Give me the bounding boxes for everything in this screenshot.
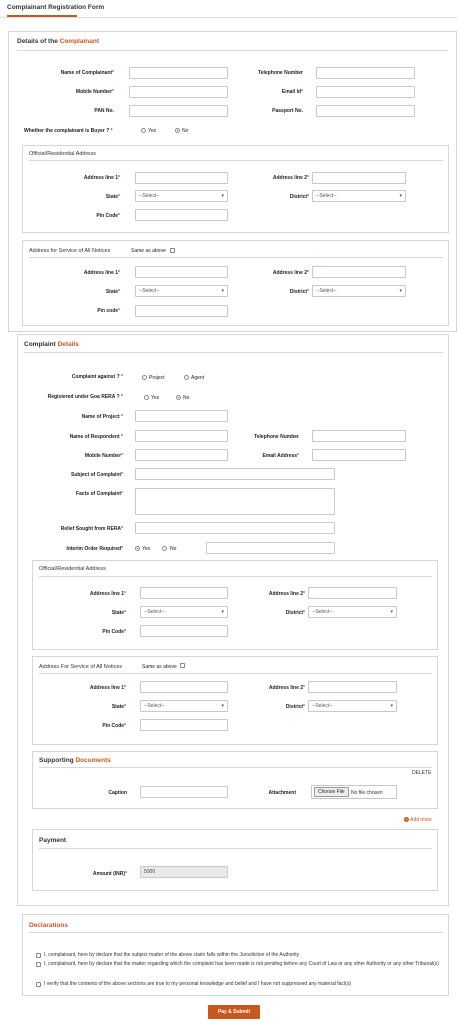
respondent-telephone-input[interactable] (312, 430, 406, 442)
telephone-number-input[interactable] (316, 67, 415, 79)
rera-yes-radio[interactable] (144, 395, 149, 400)
interim-yes-radio[interactable] (135, 546, 140, 551)
r-service-line1-input[interactable] (140, 681, 228, 693)
c-service-pin-input[interactable] (135, 305, 228, 317)
payment-rule (39, 848, 432, 849)
r-service-pin-input[interactable] (140, 719, 228, 731)
r-service-state-label: State* (111, 704, 126, 710)
declaration-checkbox-3[interactable] (36, 982, 41, 987)
respondent-name-label: Name of Respondent * (69, 434, 123, 440)
mobile-number-label: Mobile Number* (75, 89, 114, 95)
c-service-line2-label: Address line 2* (272, 270, 309, 276)
relief-label: Relief Sought from RERA* (60, 526, 123, 532)
respondent-official-address-title: Official/Residential Address (39, 566, 106, 572)
rera-yes-label: Yes (151, 395, 160, 401)
relief-input[interactable] (135, 522, 335, 534)
mobile-number-input[interactable] (129, 86, 228, 98)
declaration-checkbox-2[interactable] (36, 962, 41, 967)
r-official-pin-label: Pin Code* (102, 629, 126, 635)
facts-label: Facts of Complaint* (76, 491, 123, 497)
name-of-complainant-label: Name of Complainant* (60, 70, 114, 76)
c-official-pin-input[interactable] (135, 209, 228, 221)
project-name-label: Name of Project * (81, 414, 123, 420)
r-official-district-select[interactable]: --Select-- ▾ (308, 606, 397, 618)
c-service-district-select[interactable]: --Select-- ▾ (312, 285, 406, 297)
header-divider (0, 17, 457, 18)
supporting-documents-rule (39, 767, 432, 768)
c-official-state-select[interactable]: --Select-- ▾ (135, 190, 228, 202)
add-more-label: Add more (410, 817, 432, 823)
respondent-official-address-rule (39, 576, 432, 577)
declaration-text-3: I verify that the contents of the above sections are true to my personal knowledge and belief and I have not suppressed any material fact(s) (44, 981, 352, 987)
name-of-complainant-input[interactable] (129, 67, 228, 79)
telephone-number-label: Telephone Number (258, 70, 303, 76)
r-service-state-select[interactable]: --Select-- ▾ (140, 700, 228, 712)
complaint-details-title: Complaint Details (24, 341, 79, 348)
respondent-service-address-title: Address For Service of All Notices (39, 664, 123, 670)
respondent-official-address-panel (32, 560, 438, 650)
against-agent-label: Agent (191, 375, 205, 381)
rera-registered-label: Registered under Goa RERA ? * (47, 394, 123, 400)
form-title: Complainant Registration Form (7, 4, 105, 11)
c-service-state-label: State* (105, 289, 120, 295)
interim-order-label: Interim Order Required* (66, 546, 123, 552)
c-service-pin-label: Pin code* (97, 308, 120, 314)
r-official-line2-label: Address line 2* (268, 591, 305, 597)
interim-no-radio[interactable] (162, 546, 167, 551)
r-official-district-label: District* (285, 610, 305, 616)
buyer-question-label: Whether the complainant is Buyer ? * (24, 128, 113, 134)
c-official-line1-label: Address line 1* (83, 175, 120, 181)
r-official-line1-label: Address line 1* (89, 591, 126, 597)
against-project-radio[interactable] (142, 375, 147, 380)
pan-input[interactable] (129, 105, 228, 117)
subject-label: Subject of Complaint* (71, 472, 123, 478)
r-official-line2-input[interactable] (308, 587, 397, 599)
r-same-as-above-label: Same as above (142, 664, 177, 670)
email-id-label: Email Id* (281, 89, 303, 95)
c-official-pin-label: Pin Code* (96, 213, 120, 219)
r-same-as-above-checkbox[interactable] (180, 663, 185, 668)
rera-no-label: No (183, 395, 190, 401)
c-service-line1-label: Address line 1* (83, 270, 120, 276)
payment-title: Payment (39, 837, 67, 844)
passport-input[interactable] (316, 105, 415, 117)
complainant-official-address-title: Official/Residential Address (29, 151, 96, 157)
delete-button[interactable]: DELETE (412, 770, 432, 776)
c-official-line2-input[interactable] (312, 172, 406, 184)
r-service-district-label: District* (285, 704, 305, 710)
declaration-checkbox-1[interactable] (36, 953, 41, 958)
c-service-line2-input[interactable] (312, 266, 406, 278)
respondent-service-address-rule (39, 673, 432, 674)
add-more-link[interactable] (404, 817, 432, 823)
rera-no-radio[interactable] (176, 395, 181, 400)
c-official-district-select[interactable]: --Select-- ▾ (312, 190, 406, 202)
caption-label: Caption (108, 790, 127, 796)
interim-no-label: No (170, 546, 177, 552)
declaration-text-1: I, complainant, here by declare that the subject matter of the above claim falls within the Jurisdiction of the Authority (44, 952, 300, 958)
payment-panel (32, 829, 438, 891)
c-service-state-select[interactable]: --Select-- ▾ (135, 285, 228, 297)
against-project-label: Project (149, 375, 165, 381)
complainant-service-address-title: Address for Service of All Notices (29, 248, 111, 254)
complaint-against-label: Complaint against ? * (71, 374, 123, 380)
c-same-as-above-checkbox[interactable] (170, 248, 175, 253)
project-name-input[interactable] (135, 410, 228, 422)
c-official-line2-label: Address line 2* (272, 175, 309, 181)
complainant-title-rule (17, 50, 448, 51)
respondent-email-input[interactable] (312, 449, 406, 461)
supporting-documents-title: Supporting Documents (39, 757, 111, 764)
declarations-title: Declarations (29, 922, 69, 929)
respondent-telephone-label: Telephone Number (254, 434, 299, 440)
complainant-official-address-panel (22, 145, 449, 233)
facts-textarea[interactable] (135, 488, 335, 515)
amount-label: Amount (INR)* (92, 871, 127, 877)
pay-and-submit-button[interactable]: Pay & Submit (208, 1005, 260, 1019)
respondent-mobile-input[interactable] (135, 449, 228, 461)
c-service-line1-input[interactable] (135, 266, 228, 278)
buyer-yes-radio[interactable] (141, 128, 146, 133)
declaration-text-2: I, complainant, here by declare that the matter regarding which the complaint has been made is not pending before any Court of Law or any other Authority or any other Tribunal(s) (44, 961, 439, 967)
email-id-input[interactable] (316, 86, 415, 98)
interim-yes-label: Yes (142, 546, 151, 552)
choose-file-button[interactable]: Choose File (314, 787, 349, 797)
buyer-yes-label: Yes (148, 128, 157, 134)
r-official-pin-input[interactable] (140, 625, 228, 637)
r-official-state-label: State* (111, 610, 126, 616)
complainant-section-title: Details of the Complainant (17, 38, 99, 45)
respondent-name-input[interactable] (135, 430, 228, 442)
complainant-official-address-rule (29, 160, 443, 161)
c-same-as-above-label: Same as above (131, 248, 166, 254)
c-service-district-label: District* (289, 289, 309, 295)
pan-label: PAN No. (94, 108, 114, 114)
r-service-pin-label: Pin Code* (102, 723, 126, 729)
passport-label: Passport No. (272, 108, 303, 114)
buyer-no-label: No (182, 128, 189, 134)
against-agent-radio[interactable] (184, 375, 189, 380)
declarations-rule (29, 932, 443, 933)
plus-circle-icon: + (405, 817, 408, 823)
complainant-service-address-rule (29, 257, 443, 258)
no-file-chosen-text: No file chosen (351, 790, 383, 796)
amount-input: 5000 (140, 866, 228, 878)
c-official-state-label: State* (105, 194, 120, 200)
r-service-district-select[interactable]: --Select-- ▾ (308, 700, 397, 712)
subject-input[interactable] (135, 468, 335, 480)
c-official-line1-input[interactable] (135, 172, 228, 184)
buyer-no-radio[interactable] (175, 128, 180, 133)
r-service-line1-label: Address line 1* (89, 685, 126, 691)
respondent-mobile-label: Mobile Number* (84, 453, 123, 459)
c-official-district-label: District* (289, 194, 309, 200)
r-official-state-select[interactable]: --Select-- ▾ (140, 606, 228, 618)
caption-input[interactable] (140, 786, 228, 798)
r-service-line2-label: Address line 2* (268, 685, 305, 691)
r-official-line1-input[interactable] (140, 587, 228, 599)
r-service-line2-input[interactable] (308, 681, 397, 693)
complaint-details-rule (24, 352, 443, 353)
respondent-email-label: Email Address* (262, 453, 299, 459)
attachment-label: Attachment (268, 790, 296, 796)
interim-order-input[interactable] (206, 542, 335, 554)
